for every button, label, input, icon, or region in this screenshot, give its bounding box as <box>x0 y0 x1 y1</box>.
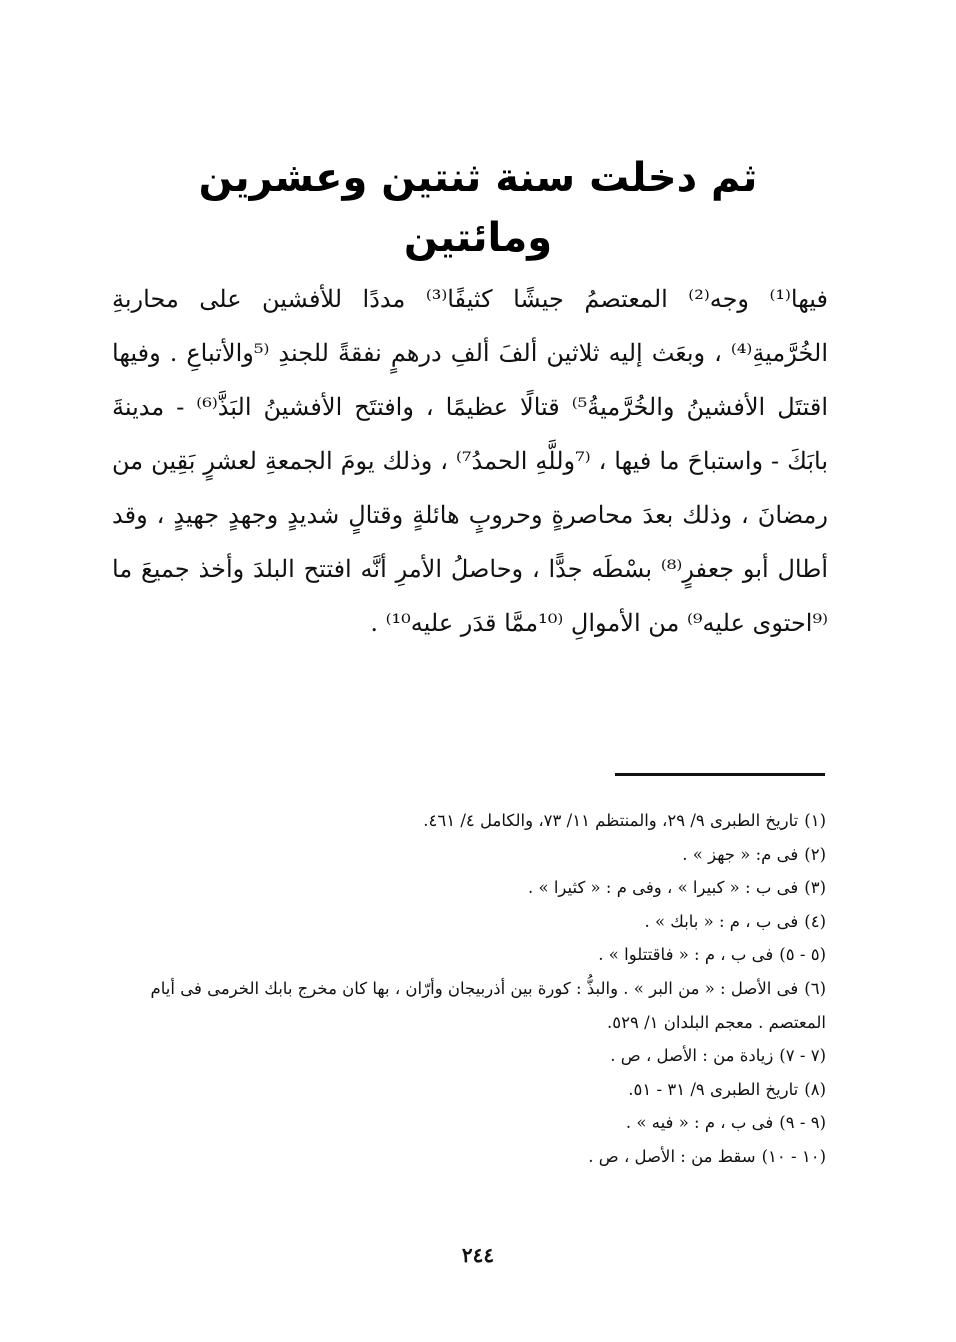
footnote-marker: (٣) <box>804 878 826 898</box>
footnote-item <box>108 905 826 939</box>
footnote-text: فى ب ، م : « بابك » . <box>644 911 799 931</box>
footnote-text: سقط من : الأصل ، ص . <box>588 1146 756 1166</box>
footnote-marker: (٥ - ٥) <box>779 945 826 965</box>
footnote-marker: (٨) <box>804 1079 826 1099</box>
footnote-text: فى ب : « كبيرا » ، وفى م : « كثيرا » . <box>527 878 799 898</box>
footnote-item <box>108 804 826 838</box>
footnote-text: فى الأصل : « من البر » . والبذُّ : كورة بين أذربيجان وأرّان ، بها كان مخرج بابك الخرمى فى أيام المعتصم . معجم البلدان ١/ ٥٢٩. <box>150 978 826 1032</box>
footnotes-list <box>108 804 826 1174</box>
footnote-item <box>108 838 826 872</box>
footnote-marker: (١٠ - ١٠) <box>761 1146 826 1166</box>
chapter-title: ثم دخلت سنة ثنتين وعشرين ومائتين <box>198 155 758 261</box>
footnote-text: فى م: « جهز » . <box>682 844 799 864</box>
footnote-item <box>108 972 826 1039</box>
footnote-text: فى ب ، م : « فاقتتلوا » . <box>598 945 774 965</box>
footnote-item <box>108 871 826 905</box>
footnote-marker: (٤) <box>804 911 826 931</box>
footnote-marker: (٦) <box>804 978 826 998</box>
footnote-marker: (٩ - ٩) <box>779 1113 826 1133</box>
footnote-item <box>108 1106 826 1140</box>
footnote-text: تاريخ الطبرى ٩/ ٣١ - ٥١. <box>628 1079 799 1099</box>
footnote-item <box>108 938 826 972</box>
footnote-marker: (٢) <box>804 844 826 864</box>
footnote-separator <box>615 773 825 776</box>
footnote-text: زيادة من : الأصل ، ص . <box>610 1046 774 1066</box>
footnote-item <box>108 1073 826 1107</box>
footnote-marker: (١) <box>804 811 826 830</box>
footnote-text: فى ب ، م : « فيه » . <box>625 1113 774 1133</box>
page-number: ٢٤٤ <box>461 1243 495 1267</box>
footnote-item <box>108 1140 826 1174</box>
body-paragraph: فيها⁽¹⁾ وجه⁽²⁾ المعتصمُ جيشًا كثيفًا⁽³⁾ مددًا للأفشين على محاربةِ الخُرَّميةِ⁽⁴⁾ ، وبعَث إليه ثلاثين ألفَ ألفِ درهمٍ نفقةً للجندِ ⁽⁵والأتباعِ . وفيها اقتتَل الأفشينُ والخُرَّميةُ⁵⁾ قتالًا عظيمًا ، وافتتَح الأفشينُ البَذَّ⁽⁶⁾ - مدينةَ بابَكَ - واستباحَ ما فيها ، ⁽⁷وللَّهِ الحمدُ⁷⁾ ، وذلك يومَ الجمعةِ لعشرٍ بَقِين من رمضانَ ، وذلك بعدَ محاصرةٍ وحروبٍ هائلةٍ وقتالٍ شديدٍ وجهدٍ جهيدٍ ، وقد أطال أبو جعفرٍ⁽⁸⁾ بسْطَه جدًّا ، وحاصلُ الأمرِ أنَّه افتتح البلدَ وأخذ جميعَ ما ⁽⁹احتوى عليه⁹⁾ من الأموالِ ⁽¹⁰ممَّا قدَر عليه¹⁰⁾ . <box>112 285 829 637</box>
footnote-item <box>108 1039 826 1073</box>
footnote-text: تاريخ الطبرى ٩/ ٢٩، والمنتظم ١١/ ٧٣، والكامل ٤/ ٤٦١. <box>423 811 799 830</box>
footnote-marker: (٧ - ٧) <box>779 1046 826 1066</box>
